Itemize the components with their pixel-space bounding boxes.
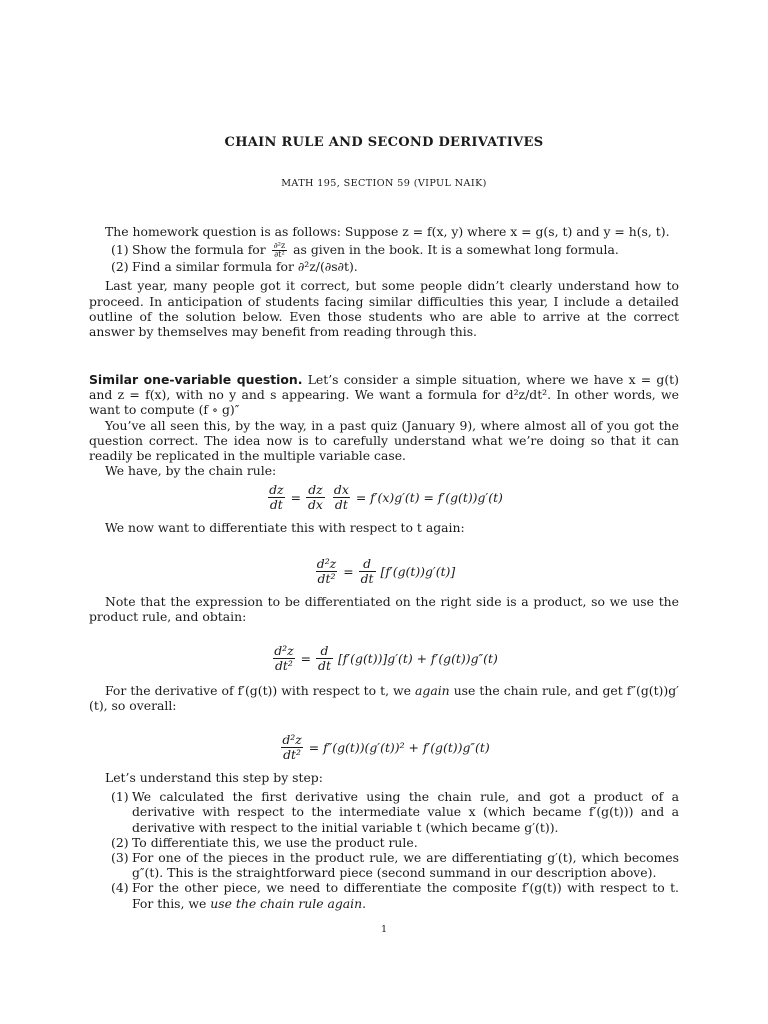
product-rule-block bbox=[89, 594, 679, 624]
question-list bbox=[89, 242, 679, 274]
step-item-1: (1) We calculated the first derivative using the chain rule, and got a product of a derivative with respect to the intermediate value x (which became f′(g(t))) and a derivative with respect to the initial variable t (which became g′(t)). bbox=[111, 789, 679, 835]
question-item-1: (1) Show the formula for $\frac{\text{∂²z}}{\text{∂t²}}$ as given in the book. It is a somewhat long formula. bbox=[111, 241, 619, 260]
section-paragraph: Similar one-variable question. Let’s consider a simple situation, where we have x = g(t) and z = f(x), with no y and s appearing. We want a formula for d²z/dt². In other words, we want to compute (f ∘ g)″ bbox=[89, 372, 679, 418]
last-year-paragraph: Last year, many people got it correct, but some people didn’t clearly understand how to proceed. In anticipation of students facing similar difficulties this year, I include a detailed outline of the solution below. Even those students who are able to arrive at the correct answer by themselves may benefit from reading through this. bbox=[89, 278, 679, 340]
intro-paragraph: The homework question is as follows: Suppose z = f(x, y) where x = g(s, t) and y = h(s, t). bbox=[105, 224, 670, 239]
equation-second-derivative-setup: $\frac{\text{d²z}}{\text{dt²}}$ = $\frac{d}{dt}$ [f′(g(t))g′(t)] bbox=[316, 556, 456, 586]
chain-again-block bbox=[89, 683, 679, 713]
steps-list bbox=[89, 789, 679, 911]
page-number: 1 bbox=[380, 924, 388, 935]
quiz-paragraph: You’ve all seen this, by the way, in a past quiz (January 9), where almost all of you got the question correct. The idea now is to carefully understand what we’re doing so that it can readily be replicated in the multiple variable case. bbox=[89, 417, 679, 464]
section-block bbox=[89, 372, 679, 478]
question-item-2: (2) Find a similar formula for ∂²z/(∂s∂t). bbox=[111, 259, 358, 275]
section-heading: Similar one-variable question. bbox=[89, 372, 303, 387]
product-rule-paragraph: Note that the expression to be differentiated on the right side is a product, so we use the product rule, and obtain: bbox=[89, 594, 679, 625]
question-number: (2) bbox=[111, 259, 129, 275]
equation-product-rule: $\frac{\text{d²z}}{\text{dt²}}$ = $\frac{d}{dt}$ [f′(g(t))]g′(t) + f′(g(t))g″(t) bbox=[274, 643, 498, 673]
diff-again-block bbox=[89, 520, 679, 535]
step-item-3: (3) For one of the pieces in the product rule, we are differentiating g′(t), which becomes g″(t). This is the straightforward piece (second summand in our description above). bbox=[111, 850, 679, 881]
page-subtitle: MATH 195, SECTION 59 (VIPUL NAIK) bbox=[281, 178, 487, 189]
step-item-4: (4) For the other piece, we need to differentiate the composite f′(g(t)) with respect to t. For this, we use the chain rule again. bbox=[111, 880, 679, 911]
steps-intro: Let’s understand this step by step: bbox=[105, 770, 323, 785]
second-partial-fraction: $\frac{\text{∂²z}}{\text{∂t²}}$ bbox=[273, 241, 286, 260]
question-number: (1) bbox=[111, 242, 129, 258]
chain-rule-intro: We have, by the chain rule: bbox=[105, 463, 277, 479]
step-item-2: (2) To differentiate this, we use the product rule. bbox=[111, 834, 418, 850]
equation-first-derivative: $\frac{dz}{dt}$ = $\frac{dz}{dx}$ $\frac{dx}{dt}$ = f′(x)g′(t) = f′(g(t))g′(t) bbox=[269, 482, 503, 512]
intro-block bbox=[89, 224, 679, 339]
diff-again-paragraph: We now want to differentiate this with respect to t again: bbox=[105, 520, 465, 535]
chain-again-paragraph: For the derivative of f′(g(t)) with respect to t, we again use the chain rule, and get f″(g(t))g′(t), so overall: bbox=[89, 683, 679, 714]
steps-block bbox=[89, 770, 679, 911]
equation-final-result: $\frac{\text{d²z}}{\text{dt²}}$ = f″(g(t))(g′(t))² + f′(g(t))g″(t) bbox=[282, 732, 490, 762]
page-title: CHAIN RULE AND SECOND DERIVATIVES bbox=[224, 135, 544, 150]
